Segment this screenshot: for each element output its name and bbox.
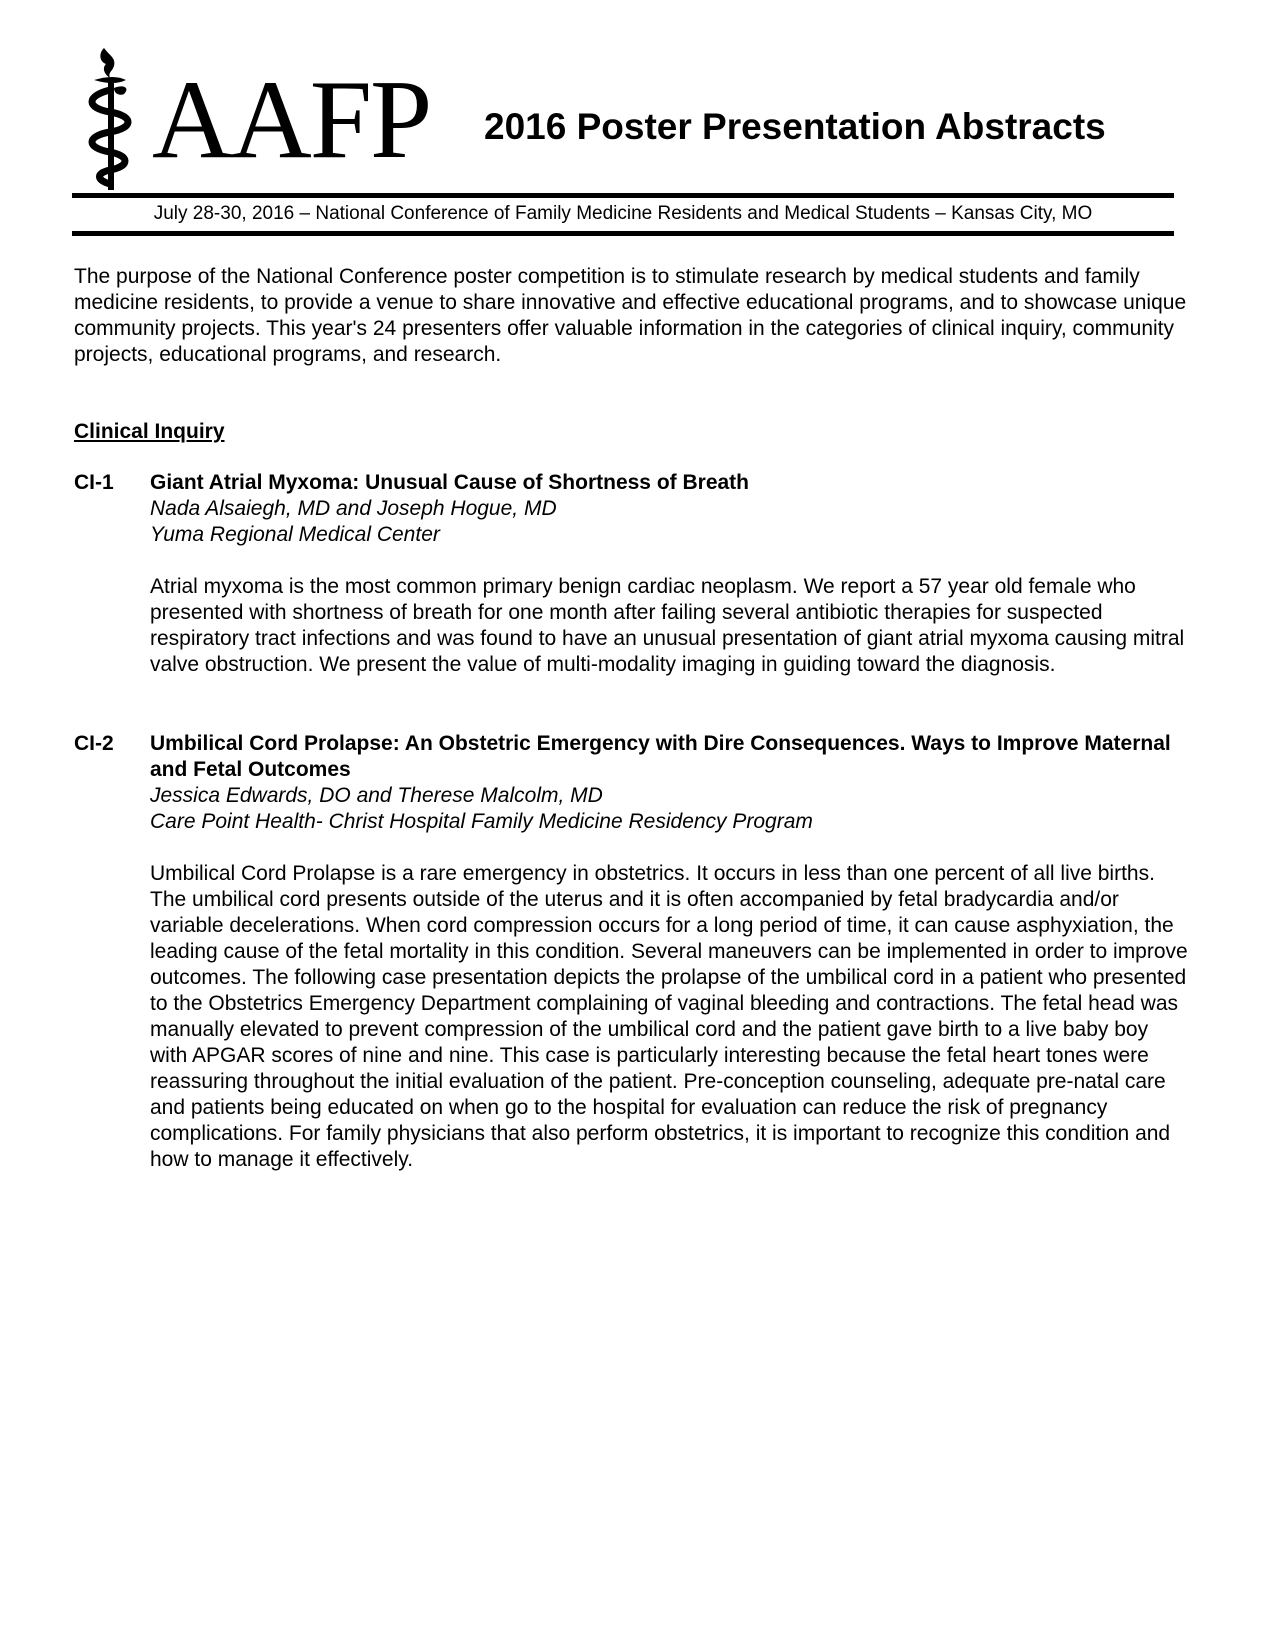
header-rule-bottom <box>72 231 1174 236</box>
entry-code: CI-2 <box>74 732 114 755</box>
entry-title: Umbilical Cord Prolapse: An Obstetric Emergency with Dire Consequences. Ways to Improve Maternal and Fetal Outcomes <box>150 732 1171 781</box>
entry-institution: Care Point Health- Christ Hospital Family Medicine Residency Program <box>150 810 813 833</box>
section-heading: Clinical Inquiry <box>74 420 225 443</box>
document-title: 2016 Poster Presentation Abstracts <box>484 106 1106 147</box>
header-rule-top <box>72 193 1174 198</box>
entry-abstract: Umbilical Cord Prolapse is a rare emergency in obstetrics. It occurs in less than one percent of all live births. The umbilical cord presents outside of the uterus and it is often accompanied by fetal bradycardia and/or variable decelerations. When cord compression occurs for a long period of time, it can cause asphyxiation, the leading cause of the fetal mortality in this condition. Several maneuvers can be implemented in order to improve outcomes. The following case presentation depicts the prolapse of the umbilical cord in a patient who presented to the Obstetrics Emergency Department complaining of vaginal bleeding and contractions. The fetal head was manually elevated to prevent compression of the umbilical cord and the patient gave birth to a live baby boy with APGAR scores of nine and nine. This case is particularly interesting because the fetal heart tones were reassuring throughout the initial evaluation of the patient. Pre-conception counseling, adequate pre-natal care and patients being educated on when go to the hospital for evaluation can reduce the risk of pregnancy complications. For family physicians that also perform obstetrics, it is important to recognize this condition and how to manage it effectively. <box>150 862 1188 1171</box>
intro-paragraph: The purpose of the National Conference poster competition is to stimulate research by medical students and family medicine residents, to provide a venue to share innovative and effective educational programs, and to showcase unique community projects. This year's 24 presenters offer valuable information in the categories of clinical inquiry, community projects, educational programs, and research. <box>74 265 1187 366</box>
conference-subtitle: July 28-30, 2016 – National Conference of Family Medicine Residents and Medical Students – Kansas City, MO <box>153 203 1093 224</box>
entry-abstract: Atrial myxoma is the most common primary benign cardiac neoplasm. We report a 57 year old female who presented with shortness of breath for one month after failing several antibiotic therapies for suspected respiratory tract infections and was found to have an unusual presentation of giant atrial myxoma causing mitral valve obstruction. We present the value of multi-modality imaging in guiding toward the diagnosis. <box>150 575 1185 676</box>
entry-authors: Jessica Edwards, DO and Therese Malcolm, MD <box>150 784 603 807</box>
caduceus-staff-icon <box>80 44 150 194</box>
entry-code: CI-1 <box>74 471 114 494</box>
entry-institution: Yuma Regional Medical Center <box>150 523 440 546</box>
entry-authors: Nada Alsaiegh, MD and Joseph Hogue, MD <box>150 497 557 520</box>
aafp-logo <box>80 44 431 194</box>
entry-body <box>150 731 1190 1173</box>
logo-wordmark: AAFP <box>152 58 431 182</box>
entry-title: Giant Atrial Myxoma: Unusual Cause of Shortness of Breath <box>150 471 749 494</box>
entry-body <box>150 470 1190 678</box>
document-header <box>72 44 1174 194</box>
